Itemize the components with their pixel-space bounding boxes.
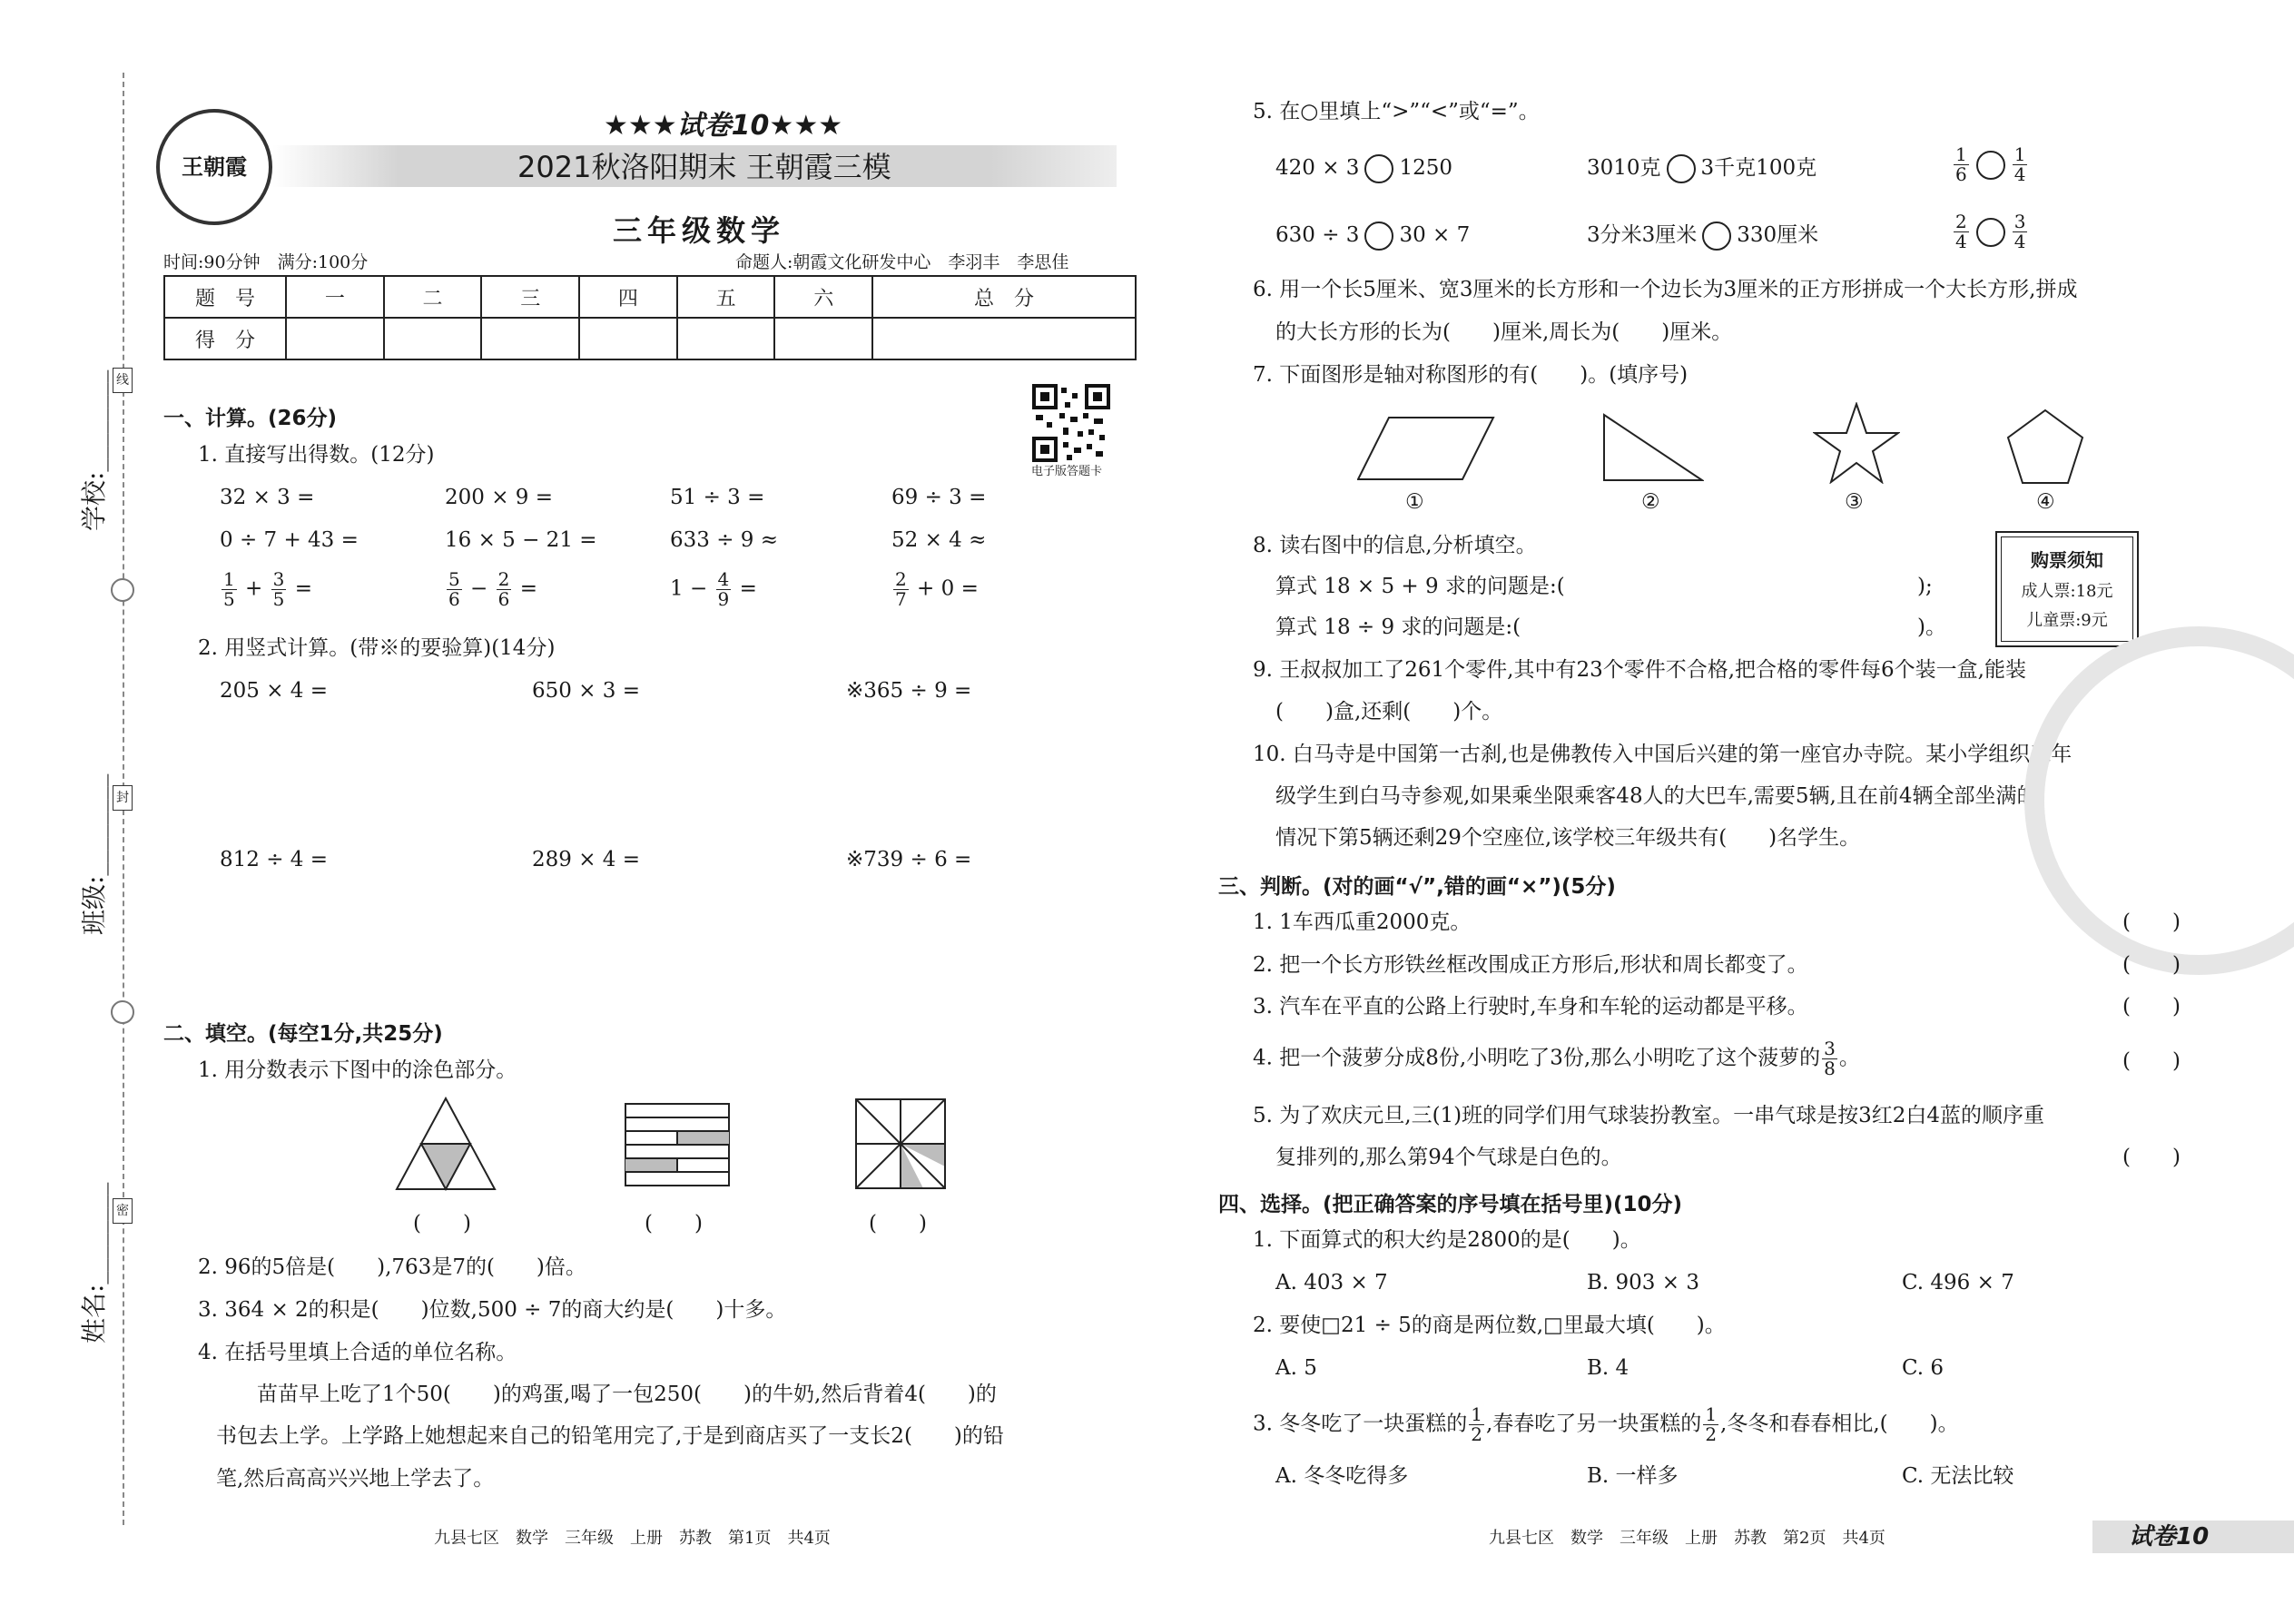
score-header-cell: 二: [384, 276, 482, 318]
ornament-icon: [111, 578, 134, 602]
score-header-cell: 五: [677, 276, 775, 318]
score-input-cell[interactable]: [774, 318, 872, 359]
s2-q8-line: 算式 18 ÷ 9 求的问题是:(: [1275, 615, 1521, 639]
judge-paren[interactable]: ( ): [2122, 1146, 2181, 1169]
qr-caption: 电子版答题卡: [1031, 465, 1103, 478]
s2-q6: 的大长方形的长为( )厘米,周长为( )厘米。: [1275, 320, 1733, 344]
choice-option[interactable]: A. 5: [1275, 1356, 1317, 1380]
compare-circle[interactable]: [1976, 151, 2005, 180]
fraction-calc: 1 − $\frac{4}{9}$ =: [670, 568, 757, 610]
footer-right: 九县七区 数学 三年级 上册 苏教 第2页 共4页: [1489, 1529, 1885, 1548]
score-header-cell: 三: [481, 276, 579, 318]
exam-title: 2021秋洛阳期末 王朝霞三模: [517, 150, 891, 184]
calc-item: 0 ÷ 7 + 43 =: [220, 528, 359, 552]
seal-mark-line: 线: [113, 368, 133, 393]
ticket-title: 购票须知: [2031, 549, 2103, 571]
page-title: 三年级数学: [613, 213, 786, 248]
calc-item: 69 ÷ 3 =: [891, 486, 987, 509]
vertical-calc: ※365 ÷ 9 =: [846, 679, 972, 703]
compare-item: $\frac{2}{4}$ $\frac{3}{4}$: [1955, 211, 2026, 252]
square-star-figure: [855, 1098, 946, 1189]
choice-option[interactable]: C. 496 × 7: [1902, 1271, 2014, 1294]
score-input-cell[interactable]: [384, 318, 482, 359]
calc-item: 32 × 3 =: [220, 486, 315, 509]
logo-emblem: [156, 109, 272, 225]
calc-item: 52 × 4 ≈: [891, 528, 987, 552]
qr-code-icon[interactable]: [1032, 384, 1110, 462]
time-score-info: 时间:90分钟 满分:100分: [163, 252, 369, 272]
s3-q2: 2. 把一个长方形铁丝框改围成正方形后,形状和周长都变了。: [1253, 953, 1808, 977]
score-header-cell: 总 分: [872, 276, 1136, 318]
s2-q8: 8. 读右图中的信息,分析填空。: [1253, 534, 1537, 557]
name-field[interactable]: 姓名:________: [79, 1182, 109, 1343]
judge-paren[interactable]: ( ): [2122, 953, 2181, 977]
ticket-adult: 成人票:18元: [2021, 582, 2113, 601]
compare-item: 3分米3厘米 330厘米: [1587, 221, 1818, 251]
footer-tag: 试卷10: [2129, 1523, 2210, 1550]
s3-q5: 复排列的,那么第94个气球是白色的。: [1275, 1146, 1622, 1169]
compare-item: 420 × 3 1250: [1275, 154, 1452, 183]
s2-q8-line: 算式 18 × 5 + 9 求的问题是:(: [1275, 575, 1565, 598]
star-shape: [1813, 402, 1900, 484]
footer-left: 九县七区 数学 三年级 上册 苏教 第1页 共4页: [434, 1529, 831, 1548]
compare-circle[interactable]: [1364, 154, 1393, 183]
calc-item: 633 ÷ 9 ≈: [670, 528, 779, 552]
class-field[interactable]: 班级:________: [79, 773, 109, 935]
s3-q5: 5. 为了欢庆元旦,三(1)班的同学们用气球装扮教室。一串气球是按3红2白4蓝的顺序重: [1253, 1104, 2045, 1127]
s3-q3: 3. 汽车在平直的公路上行驶时,车身和车轮的运动都是平移。: [1253, 995, 1808, 1019]
s2-q1: 1. 用分数表示下图中的涂色部分。: [198, 1058, 517, 1082]
calc-item: 200 × 9 =: [445, 486, 554, 509]
seal-mark-secret: 密: [113, 1198, 133, 1224]
s2-q4: 4. 在括号里填上合适的单位名称。: [198, 1341, 517, 1364]
fraction-calc: $\frac{1}{5}$ + $\frac{3}{5}$ =: [223, 568, 312, 610]
compare-circle[interactable]: [1667, 154, 1696, 183]
ornament-icon: [111, 1000, 134, 1024]
s1-q1: 1. 直接写出得数。(12分): [198, 443, 435, 467]
score-header-cell: 题 号: [164, 276, 286, 318]
logo-text: 王朝霞: [182, 153, 247, 180]
choice-option[interactable]: A. 冬冬吃得多: [1275, 1464, 1409, 1488]
s2-q3: 3. 364 × 2的积是( )位数,500 ÷ 7的商大约是( )十多。: [198, 1298, 787, 1322]
s2-q2: 2. 96的5倍是( ),763是7的( )倍。: [198, 1255, 586, 1279]
score-input-cell[interactable]: [286, 318, 384, 359]
calc-item: 16 × 5 − 21 =: [445, 528, 597, 552]
shape-label: ④: [2036, 490, 2055, 514]
score-input-cell[interactable]: [579, 318, 677, 359]
score-label-cell: 得 分: [164, 318, 286, 359]
ticket-child: 儿童票:9元: [2026, 611, 2108, 630]
answer-blank[interactable]: ( ): [869, 1212, 927, 1235]
s2-q7: 7. 下面图形是轴对称图形的有( )。(填序号): [1253, 363, 1689, 387]
s2-q9: ( )盒,还剩( )个。: [1275, 700, 1503, 723]
score-input-cell[interactable]: [677, 318, 775, 359]
exam-number: ★★★试卷10★★★: [604, 110, 843, 142]
s2-q10: 情况下第5辆还剩29个空座位,该学校三年级共有( )名学生。: [1275, 826, 1861, 850]
s4-q1: 1. 下面算式的积大约是2800的是( )。: [1253, 1228, 1641, 1252]
rectangle-strips-figure: [625, 1103, 730, 1186]
score-header-cell: 四: [579, 276, 677, 318]
s4-q2: 2. 要使□21 ÷ 5的商是两位数,□里最大填( )。: [1253, 1314, 1726, 1337]
s3-q4: 4. 把一个菠萝分成8份,小明吃了3份,那么小明吃了这个菠萝的 $\frac{3}{8}$ 。: [1253, 1038, 1860, 1079]
s2-q4-text: 书包去上学。上学路上她想起来自己的铅笔用完了,于是到商店买了一支长2( )的铅: [216, 1424, 1004, 1448]
compare-circle[interactable]: [1976, 218, 2005, 247]
section-2-title: 二、填空。(每空1分,共25分): [163, 1022, 443, 1046]
compare-circle[interactable]: [1702, 221, 1731, 251]
choice-option[interactable]: B. 一样多: [1587, 1464, 1679, 1488]
choice-option[interactable]: C. 6: [1902, 1356, 1944, 1380]
author-info: 命题人:朝霞文化研发中心 李羽丰 李思佳: [735, 252, 1069, 272]
fraction-calc: $\frac{5}{6}$ − $\frac{2}{6}$ =: [448, 568, 537, 610]
s2-q4-text: 笔,然后高高兴兴地上学去了。: [216, 1467, 495, 1491]
score-input-cell[interactable]: [481, 318, 579, 359]
vertical-calc: ※739 ÷ 6 =: [846, 848, 972, 871]
s3-q1: 1. 1车西瓜重2000克。: [1253, 910, 1472, 934]
choice-option[interactable]: C. 无法比较: [1902, 1464, 2014, 1488]
judge-paren[interactable]: ( ): [2122, 1049, 2181, 1073]
answer-blank[interactable]: ( ): [413, 1212, 471, 1235]
shape-label: ①: [1405, 490, 1424, 514]
section-4-title: 四、选择。(把正确答案的序号填在括号里)(10分): [1218, 1193, 1683, 1216]
judge-paren[interactable]: ( ): [2122, 995, 2181, 1019]
seal-mark-seal: 封: [113, 785, 133, 811]
vertical-calc: 289 × 4 =: [532, 848, 641, 871]
s4-q3: 3. 冬冬吃了一块蛋糕的 $\frac{1}{2}$ ,春春吃了另一块蛋糕的 $\frac{1}{2}$ ,冬冬和春春相比,( )。: [1253, 1403, 1959, 1445]
fraction-calc: $\frac{2}{7}$ + 0 =: [895, 568, 979, 610]
school-field[interactable]: 学校:________: [79, 369, 109, 531]
calc-item: 51 ÷ 3 =: [670, 486, 765, 509]
compare-item: $\frac{1}{6}$ $\frac{1}{4}$: [1955, 143, 2026, 185]
score-header-cell: 一: [286, 276, 384, 318]
s2-q4-text: 苗苗早上吃了1个50( )的鸡蛋,喝了一包250( )的牛奶,然后背着4( )的: [257, 1383, 997, 1406]
judge-paren[interactable]: ( ): [2122, 910, 2181, 934]
compare-item: 630 ÷ 3 30 × 7: [1275, 221, 1470, 251]
section-3-title: 三、判断。(对的画“√”,错的画“×”)(5分): [1218, 875, 1616, 899]
vertical-calc: 205 × 4 =: [220, 679, 329, 703]
s2-q8-line-end: )。: [1917, 615, 1946, 639]
choice-option[interactable]: B. 903 × 3: [1587, 1271, 1699, 1294]
answer-blank[interactable]: ( ): [645, 1212, 703, 1235]
s2-q6: 6. 用一个长5厘米、宽3厘米的长方形和一个边长为3厘米的正方形拼成一个大长方形,拼成: [1253, 278, 2078, 301]
pentagon-shape: [2006, 408, 2084, 485]
s2-q9: 9. 王叔叔加工了261个零件,其中有23个零件不合格,把合格的零件每6个装一盒,能装: [1253, 658, 2026, 682]
score-input-cell[interactable]: [872, 318, 1136, 359]
shape-label: ③: [1845, 490, 1864, 514]
s2-q10: 级学生到白马寺参观,如果乘坐限乘客48人的大巴车,需要5辆,且在前4辆全部坐满的: [1275, 784, 2038, 808]
ticket-notice: [1995, 531, 2139, 647]
score-header-cell: 六: [774, 276, 872, 318]
shape-label: ②: [1641, 490, 1660, 514]
compare-item: 3010克 3千克100克: [1587, 154, 1816, 183]
s2-q10: 10. 白马寺是中国第一古刹,也是佛教传入中国后兴建的第一座官办寺院。某小学组织三年: [1253, 743, 2072, 766]
parallelogram-shape: [1357, 416, 1495, 481]
compare-circle[interactable]: [1364, 221, 1393, 251]
section-1-title: 一、计算。(26分): [163, 407, 338, 430]
choice-option[interactable]: A. 403 × 7: [1275, 1271, 1388, 1294]
s2-q5: 5. 在○里填上“>”“<”或“=”。: [1253, 100, 1540, 123]
choice-option[interactable]: B. 4: [1587, 1356, 1629, 1380]
vertical-calc: 812 ÷ 4 =: [220, 848, 329, 871]
score-table: [163, 275, 1137, 360]
vertical-calc: 650 × 3 =: [532, 679, 641, 703]
right-triangle-shape: [1602, 413, 1704, 482]
triangle-figure: [395, 1097, 497, 1191]
s2-q8-line-end: );: [1917, 575, 1933, 598]
s1-q2: 2. 用竖式计算。(带※的要验算)(14分): [198, 636, 556, 660]
